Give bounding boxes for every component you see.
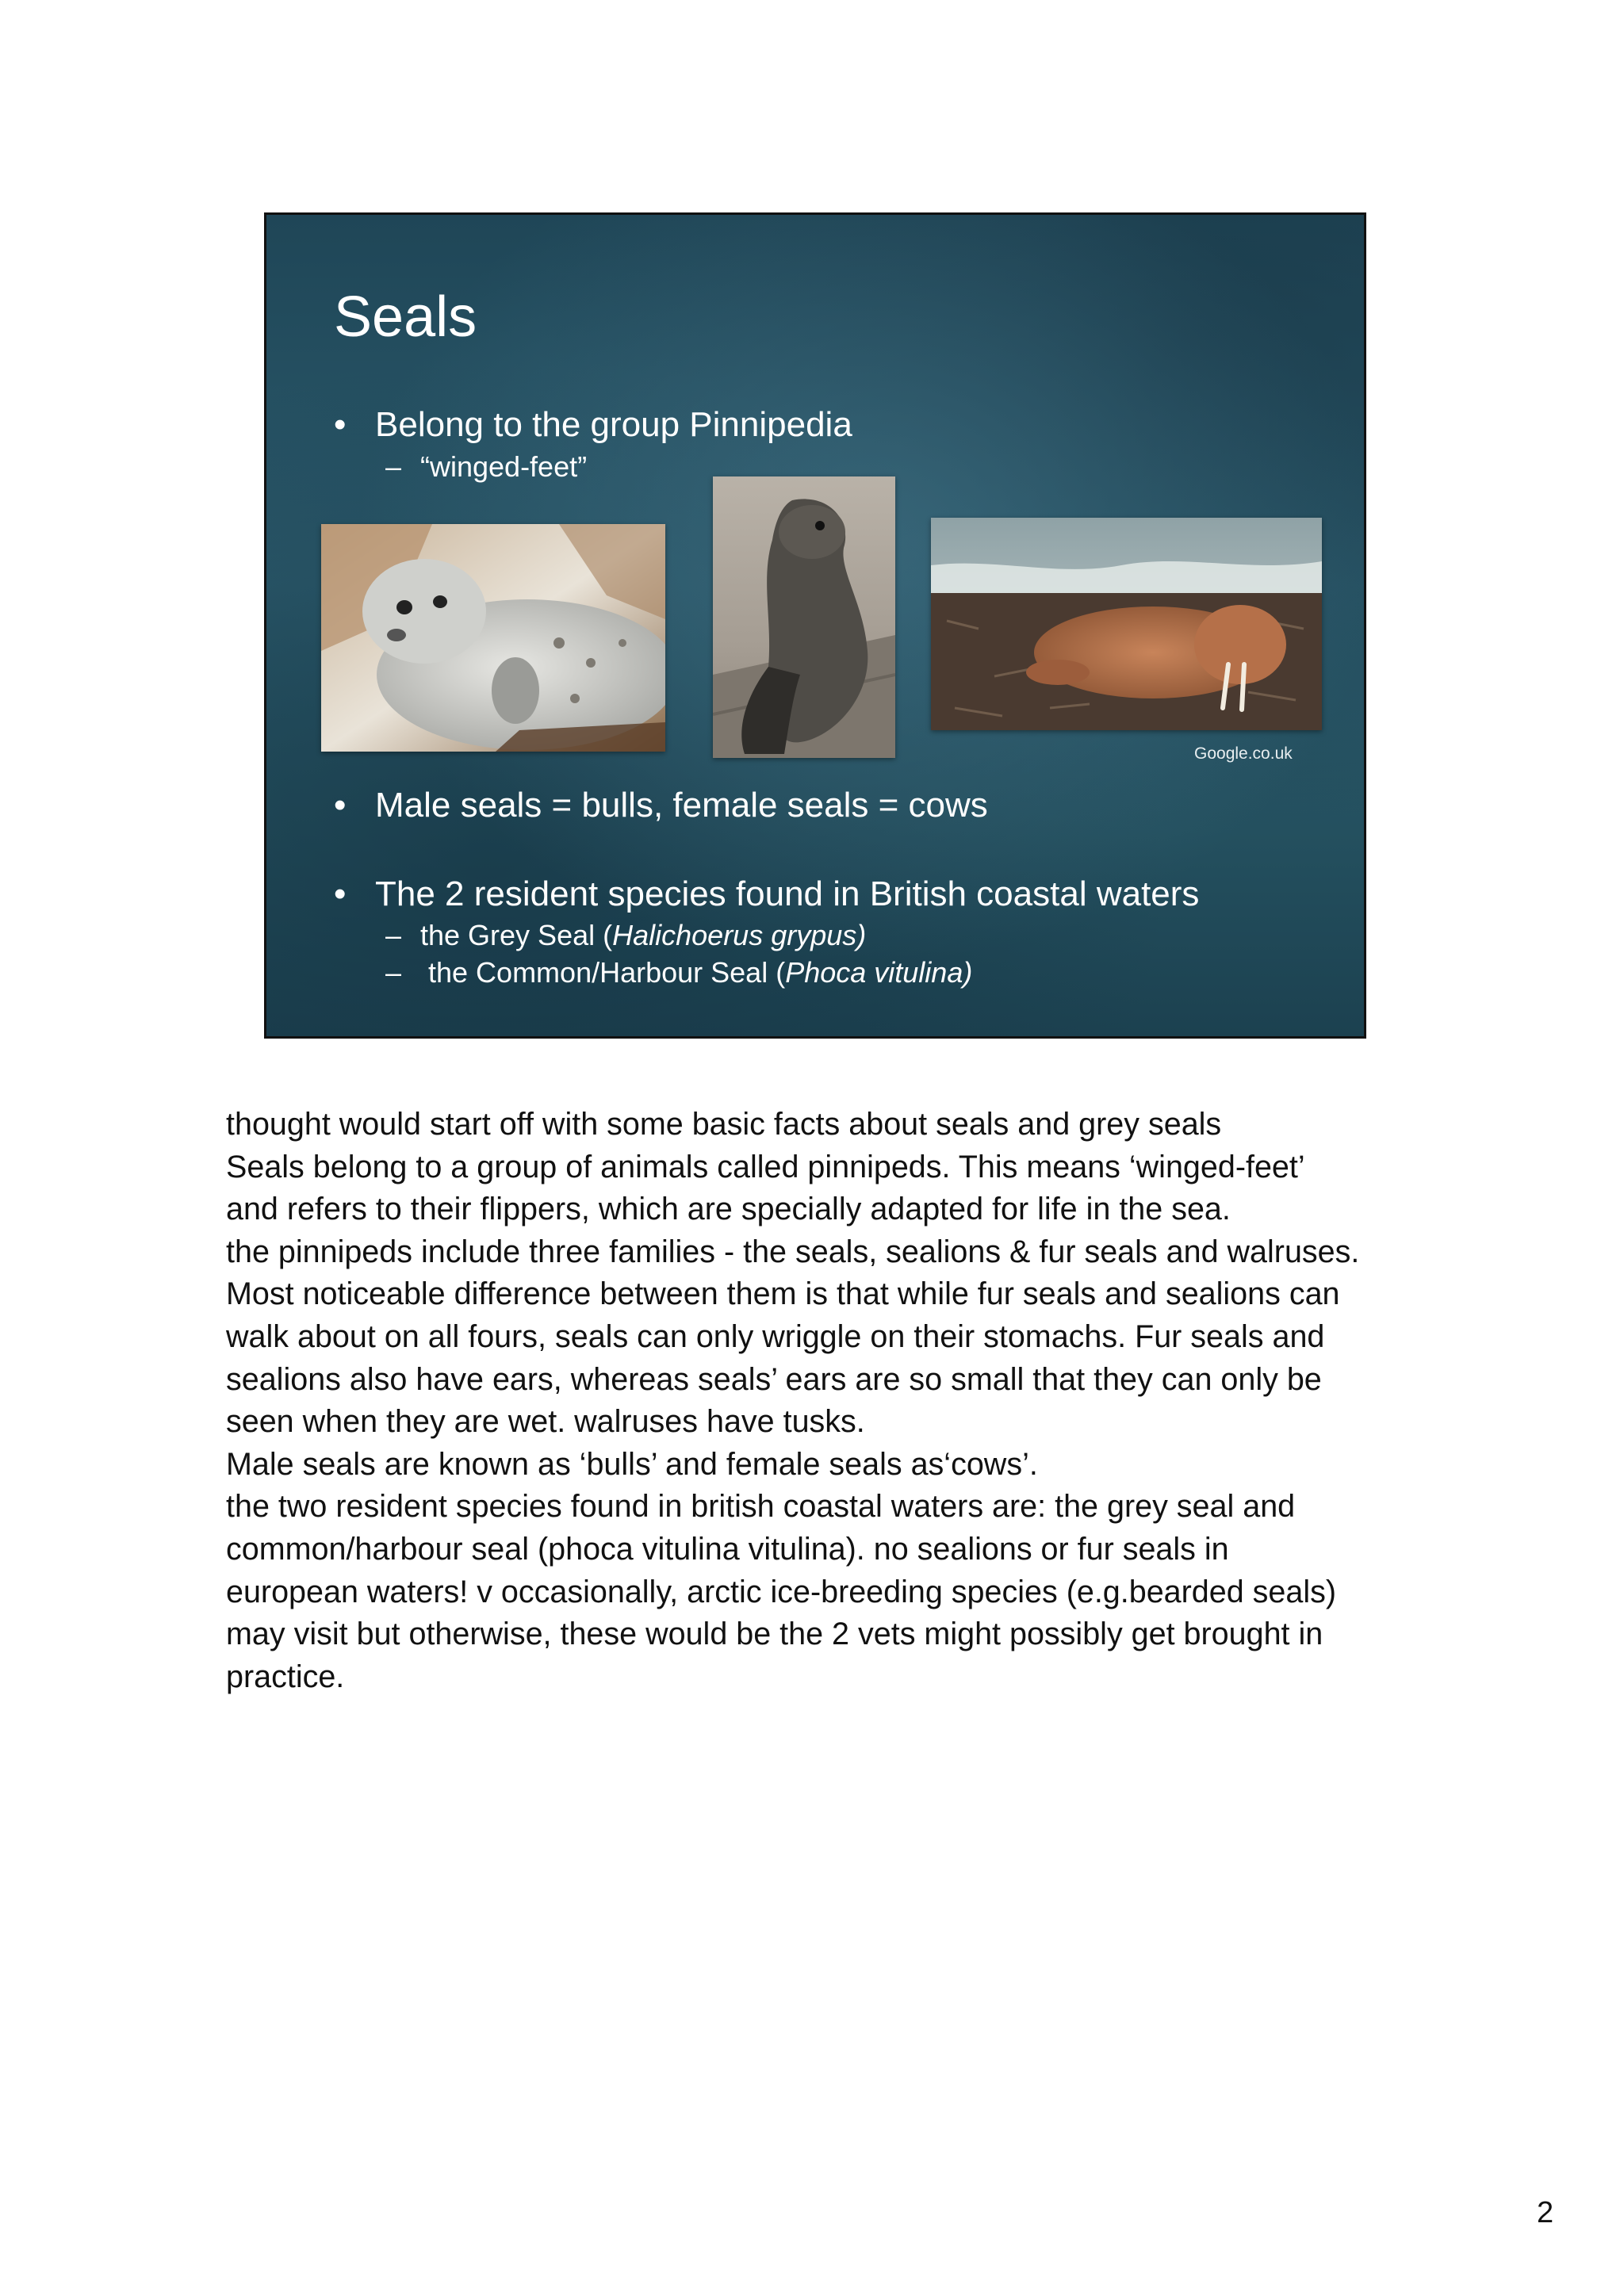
sub-text: “winged-feet”: [420, 450, 588, 483]
notes-line: thought would start off with some basic facts about seals and grey seals: [226, 1107, 1222, 1142]
notes-line: Most noticeable difference between them is that while fur seals and sealions can: [226, 1276, 1340, 1312]
notes-line: european waters! v occasionally, arctic ice-breeding species (e.g.bearded seals): [226, 1574, 1337, 1609]
bullet-text: The 2 resident species found in British coastal waters: [375, 874, 1200, 913]
bullet-marker: •: [334, 874, 347, 913]
bullet-marker: •: [334, 405, 347, 444]
sub-grey-seal: [385, 919, 866, 952]
dash-marker: –: [385, 919, 402, 951]
walrus-image: [931, 518, 1322, 730]
walrus-photo: [931, 518, 1322, 730]
notes-line: walk about on all fours, seals can only wriggle on their stomachs. Fur seals and: [226, 1318, 1325, 1354]
notes-line: and refers to their flippers, which are specially adapted for life in the sea.: [226, 1192, 1231, 1227]
bullet-text: Belong to the group Pinnipedia: [375, 405, 852, 444]
sub-text: the Grey Seal (: [420, 919, 613, 951]
notes-line: Male seals are known as ‘bulls’ and female seals as‘cows’.: [226, 1446, 1038, 1482]
notes-line: the pinnipeds include three families - the seals, sealions & fur seals and walruses.: [226, 1234, 1360, 1269]
notes-line: practice.: [226, 1659, 345, 1694]
sealion-image: [713, 476, 895, 758]
bullet-resident-species: [334, 874, 1199, 914]
sub-common-seal: [385, 956, 972, 989]
notes-line: the two resident species found in british coastal waters are: the grey seal and: [226, 1489, 1296, 1525]
dash-marker: –: [385, 956, 402, 989]
image-credit: Google.co.uk: [1194, 744, 1293, 763]
slide-title: Seals: [334, 285, 477, 349]
notes-line: seen when they are wet. walruses have tusks.: [226, 1404, 865, 1440]
latin-name: Halichoerus grypus): [612, 919, 867, 951]
notes-line: sealions also have ears, whereas seals’ ears are so small that they can only be: [226, 1361, 1322, 1397]
harbour-seal-image: [321, 524, 665, 752]
sub-text: the Common/Harbour Seal (: [420, 956, 786, 989]
harbour-seal-photo: [321, 524, 665, 752]
slide: [264, 212, 1366, 1039]
bullet-bulls-cows: [334, 786, 988, 825]
notes-line: common/harbour seal (phoca vitulina vitulina). no sealions or fur seals in: [226, 1531, 1229, 1567]
page-number: 2: [1537, 2196, 1554, 2229]
notes-line: may visit but otherwise, these would be the 2 vets might possibly get brought in: [226, 1617, 1323, 1652]
dash-marker: –: [385, 450, 402, 483]
sub-winged-feet: [385, 450, 587, 484]
bullet-marker: •: [334, 786, 347, 825]
bullet-text: Male seals = bulls, female seals = cows: [375, 786, 988, 825]
bullet-pinnipedia: [334, 405, 852, 445]
sealion-photo: [713, 476, 895, 758]
notes-line: Seals belong to a group of animals called pinnipeds. This means ‘winged-feet’: [226, 1149, 1305, 1184]
latin-name: Phoca vitulina): [785, 956, 973, 989]
speaker-notes: [226, 1104, 1415, 1698]
